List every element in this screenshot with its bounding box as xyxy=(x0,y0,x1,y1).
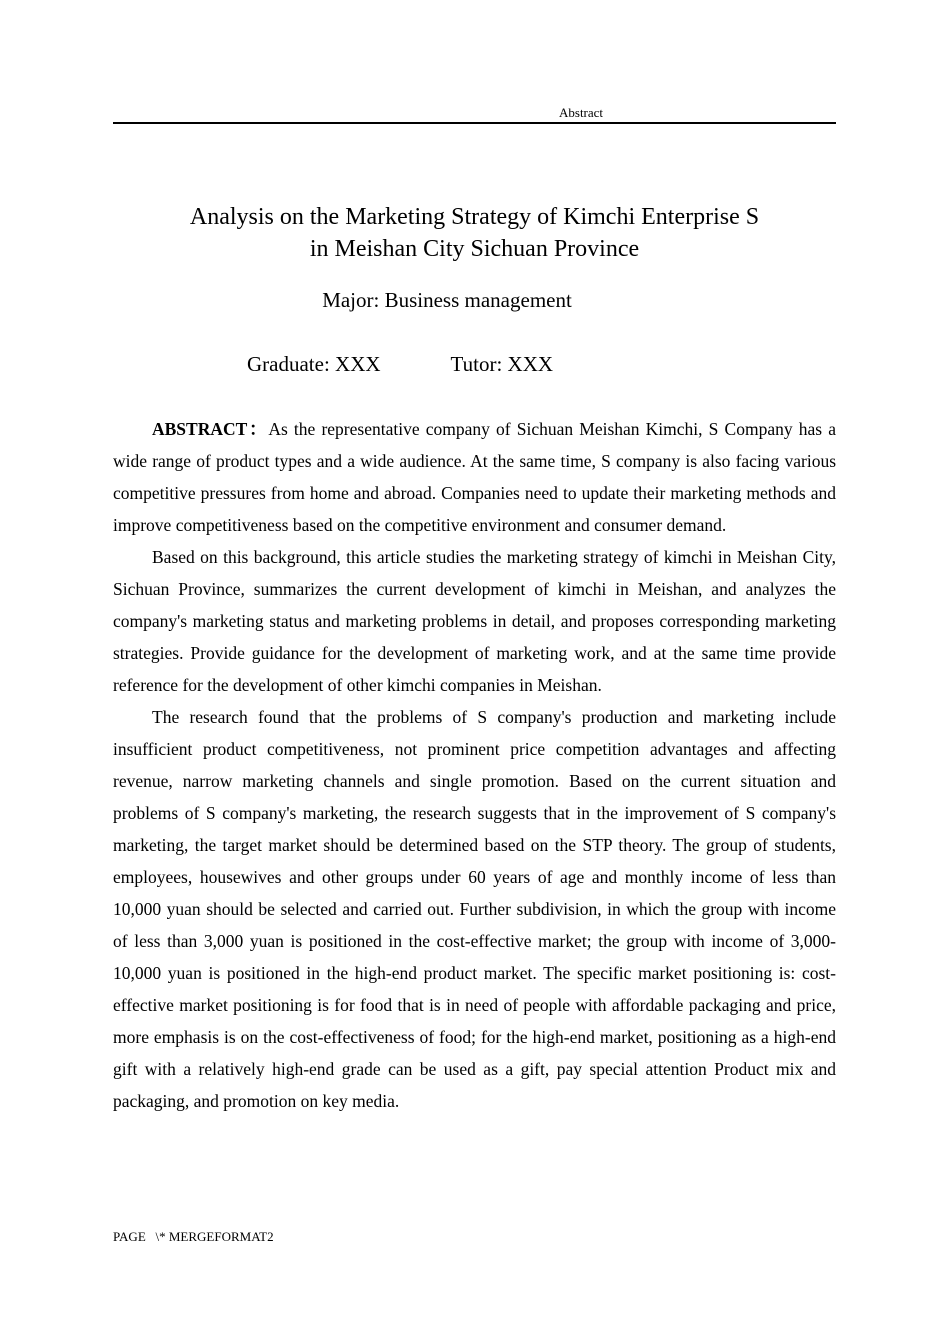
header-rule xyxy=(113,122,836,124)
title-line-2: in Meishan City Sichuan Province xyxy=(309,236,640,262)
major-line: Major: Business management xyxy=(322,288,572,312)
abstract-body xyxy=(113,413,836,1117)
abstract-paragraph: Based on this background, this article studies the marketing strategy of kimchi in Meishan City, Sichuan Province, summarizes the current development of kimchi in Meishan, and analyzes the company's marketing status and marketing problems in detail, and proposes corresponding marketing strategies. Provide guidance for the development of marketing work, and at the same time provide reference for the development of other kimchi companies in Meishan. xyxy=(113,547,836,695)
abstract-label: ABSTRACT： xyxy=(152,419,269,439)
abstract-paragraph xyxy=(113,413,836,541)
page-number-field: PAGE \* MERGEFORMAT2 xyxy=(113,1229,274,1244)
abstract-paragraph: The research found that the problems of S company's production and marketing include insufficient product competitiveness, not prominent price competition advantages and affecting revenue, narrow marketing channels and single promotion. Based on the current situation and problems of S company's marketing, the research suggests that in the improvement of S company's marketing, the target market should be determined based on the STP theory. The group of students, employees, housewives and other groups under 60 years of age and monthly income of less than 10,000 yuan should be selected and carried out. Further subdivision, in which the group with income of less than 3,000 yuan is positioned in the cost-effective market; the group with income of 3,000-10,000 yuan is positioned in the high-end product market. The specific market positioning is: cost-effective market positioning is for food that is in need of people with affordable packaging and price, more emphasis is on the cost-effectiveness of food; for the high-end market, positioning as a high-end gift with a relatively high-end grade can be used as a gift, pay special attention Product mix and packaging, and promotion on key media. xyxy=(113,707,836,1111)
tutor-name: Tutor: XXX xyxy=(450,352,554,376)
paragraph-text: As the representative company of Sichuan Meishan Kimchi, S Company has a wide range of product types and a wide audience. At the same time, S company is also facing various competitive pressures from home and abroad. Companies need to update their marketing methods and improve competitiveness based on the competitive environment and consumer demand. xyxy=(113,419,836,535)
title-line-1: Analysis on the Marketing Strategy of Kimchi Enterprise S xyxy=(189,204,760,230)
author-line xyxy=(247,350,553,378)
paper-title xyxy=(113,201,836,265)
graduate-name: Graduate: XXX xyxy=(247,352,381,376)
running-header: Abstract xyxy=(559,105,604,120)
